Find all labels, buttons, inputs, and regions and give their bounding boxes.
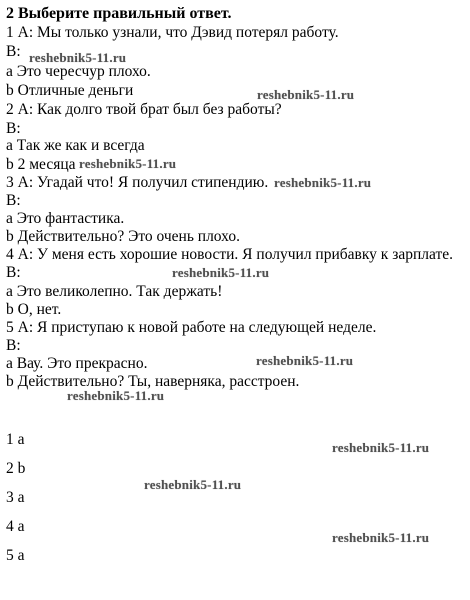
exercise-line: a Это чересчур плохо.: [6, 63, 151, 80]
watermark: reshebnik5-11.ru: [332, 440, 430, 455]
exercise-line: 4 А: У меня есть хорошие новости. Я получил прибавку к зарплате.: [6, 246, 453, 263]
exercise-line: 2 А: Как долго твой брат был без работы?: [6, 101, 282, 118]
exercise-line: b О, нет.: [6, 301, 62, 318]
exercise-line: a Это фантастика.: [6, 210, 125, 227]
answer-key-item: 4 a: [6, 518, 25, 535]
exercise-line: a Так же как и всегда: [6, 137, 145, 154]
exercise-line: a Это великолепно. Так держать!: [6, 283, 223, 300]
answer-key-item: 5 a: [6, 547, 25, 564]
watermark: reshebnik5-11.ru: [67, 388, 165, 403]
exercise-line: В:: [6, 192, 21, 209]
watermark: reshebnik5-11.ru: [256, 353, 354, 368]
exercise-line: В:: [6, 337, 21, 354]
watermark: reshebnik5-11.ru: [257, 87, 355, 102]
exercise-line: a Вау. Это прекрасно.: [6, 355, 148, 372]
watermark: reshebnik5-11.ru: [172, 265, 270, 280]
watermark: reshebnik5-11.ru: [79, 156, 177, 171]
exercise-line: В:: [6, 120, 21, 137]
answer-key-item: 3 a: [6, 489, 25, 506]
watermark: reshebnik5-11.ru: [144, 477, 242, 492]
exercise-line: В:: [6, 264, 21, 281]
exercise-line: 1 А: Мы только узнали, что Дэвид потерял работу.: [6, 24, 339, 41]
exercise-line: b Отличные деньги: [6, 82, 134, 99]
watermark: reshebnik5-11.ru: [332, 530, 430, 545]
exercise-line: b Действительно? Ты, наверняка, расстроен.: [6, 373, 300, 390]
watermark: reshebnik5-11.ru: [274, 175, 372, 190]
exercise-line: b 2 месяца: [6, 156, 76, 173]
exercise-line: 5 А: Я приступаю к новой работе на следующей неделе.: [6, 319, 377, 336]
exercise-line: 3 А: Угадай что! Я получил стипендию.: [6, 174, 269, 191]
exercise-title: 2 Выберите правильный ответ.: [6, 5, 232, 22]
answer-key-item: 1 a: [6, 431, 25, 448]
answer-key-item: 2 b: [6, 460, 26, 477]
exercise-line: В:: [6, 43, 21, 60]
exercise-line: b Действительно? Это очень плохо.: [6, 228, 240, 245]
watermark: reshebnik5-11.ru: [29, 50, 127, 65]
